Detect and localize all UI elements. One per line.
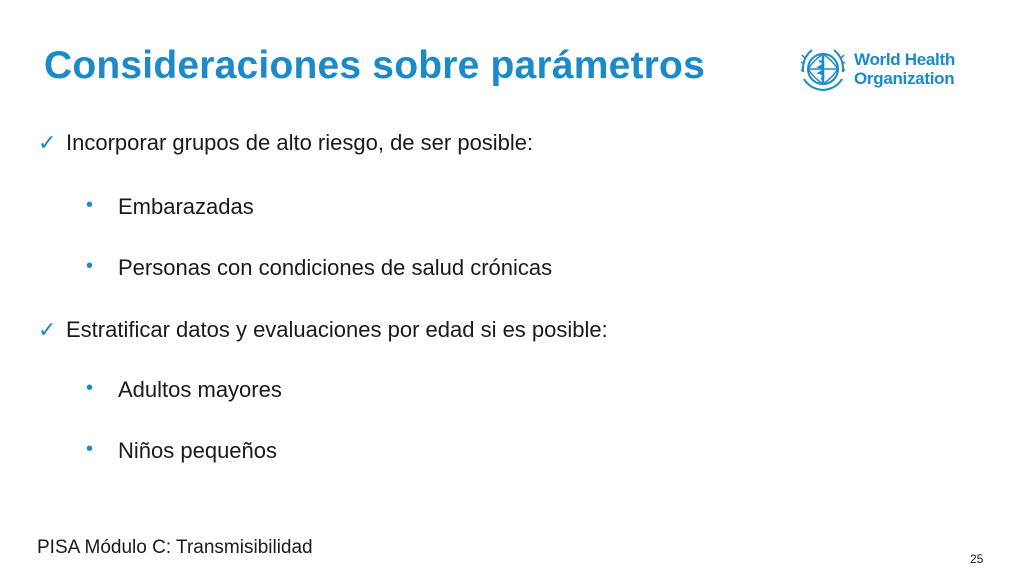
bullet-icon: • — [86, 377, 94, 399]
who-logo — [798, 44, 958, 96]
who-wordmark-line2: Organization — [854, 69, 955, 88]
list-item: Estratificar datos y evaluaciones por edad si es posible: — [66, 317, 608, 342]
bullet-icon: • — [86, 194, 94, 216]
checkmark-icon: ✓ — [38, 317, 57, 342]
bullet-icon: • — [86, 255, 94, 277]
checkmark-icon: ✓ — [38, 130, 57, 155]
who-emblem-icon — [798, 44, 848, 94]
who-wordmark-line1: World Health — [854, 50, 955, 69]
list-item: Niños pequeños — [118, 438, 278, 463]
page-number: 25 — [970, 552, 984, 566]
bullet-icon: • — [86, 438, 94, 460]
list-item: Embarazadas — [118, 194, 254, 219]
slide-title: Consideraciones sobre parámetros — [44, 44, 705, 87]
list-item: Adultos mayores — [118, 377, 282, 402]
list-item: Incorporar grupos de alto riesgo, de ser posible: — [66, 130, 534, 155]
slide-footer: PISA Módulo C: Transmisibilidad — [37, 537, 313, 558]
who-wordmark — [854, 50, 955, 88]
list-item: Personas con condiciones de salud crónicas — [118, 255, 553, 280]
